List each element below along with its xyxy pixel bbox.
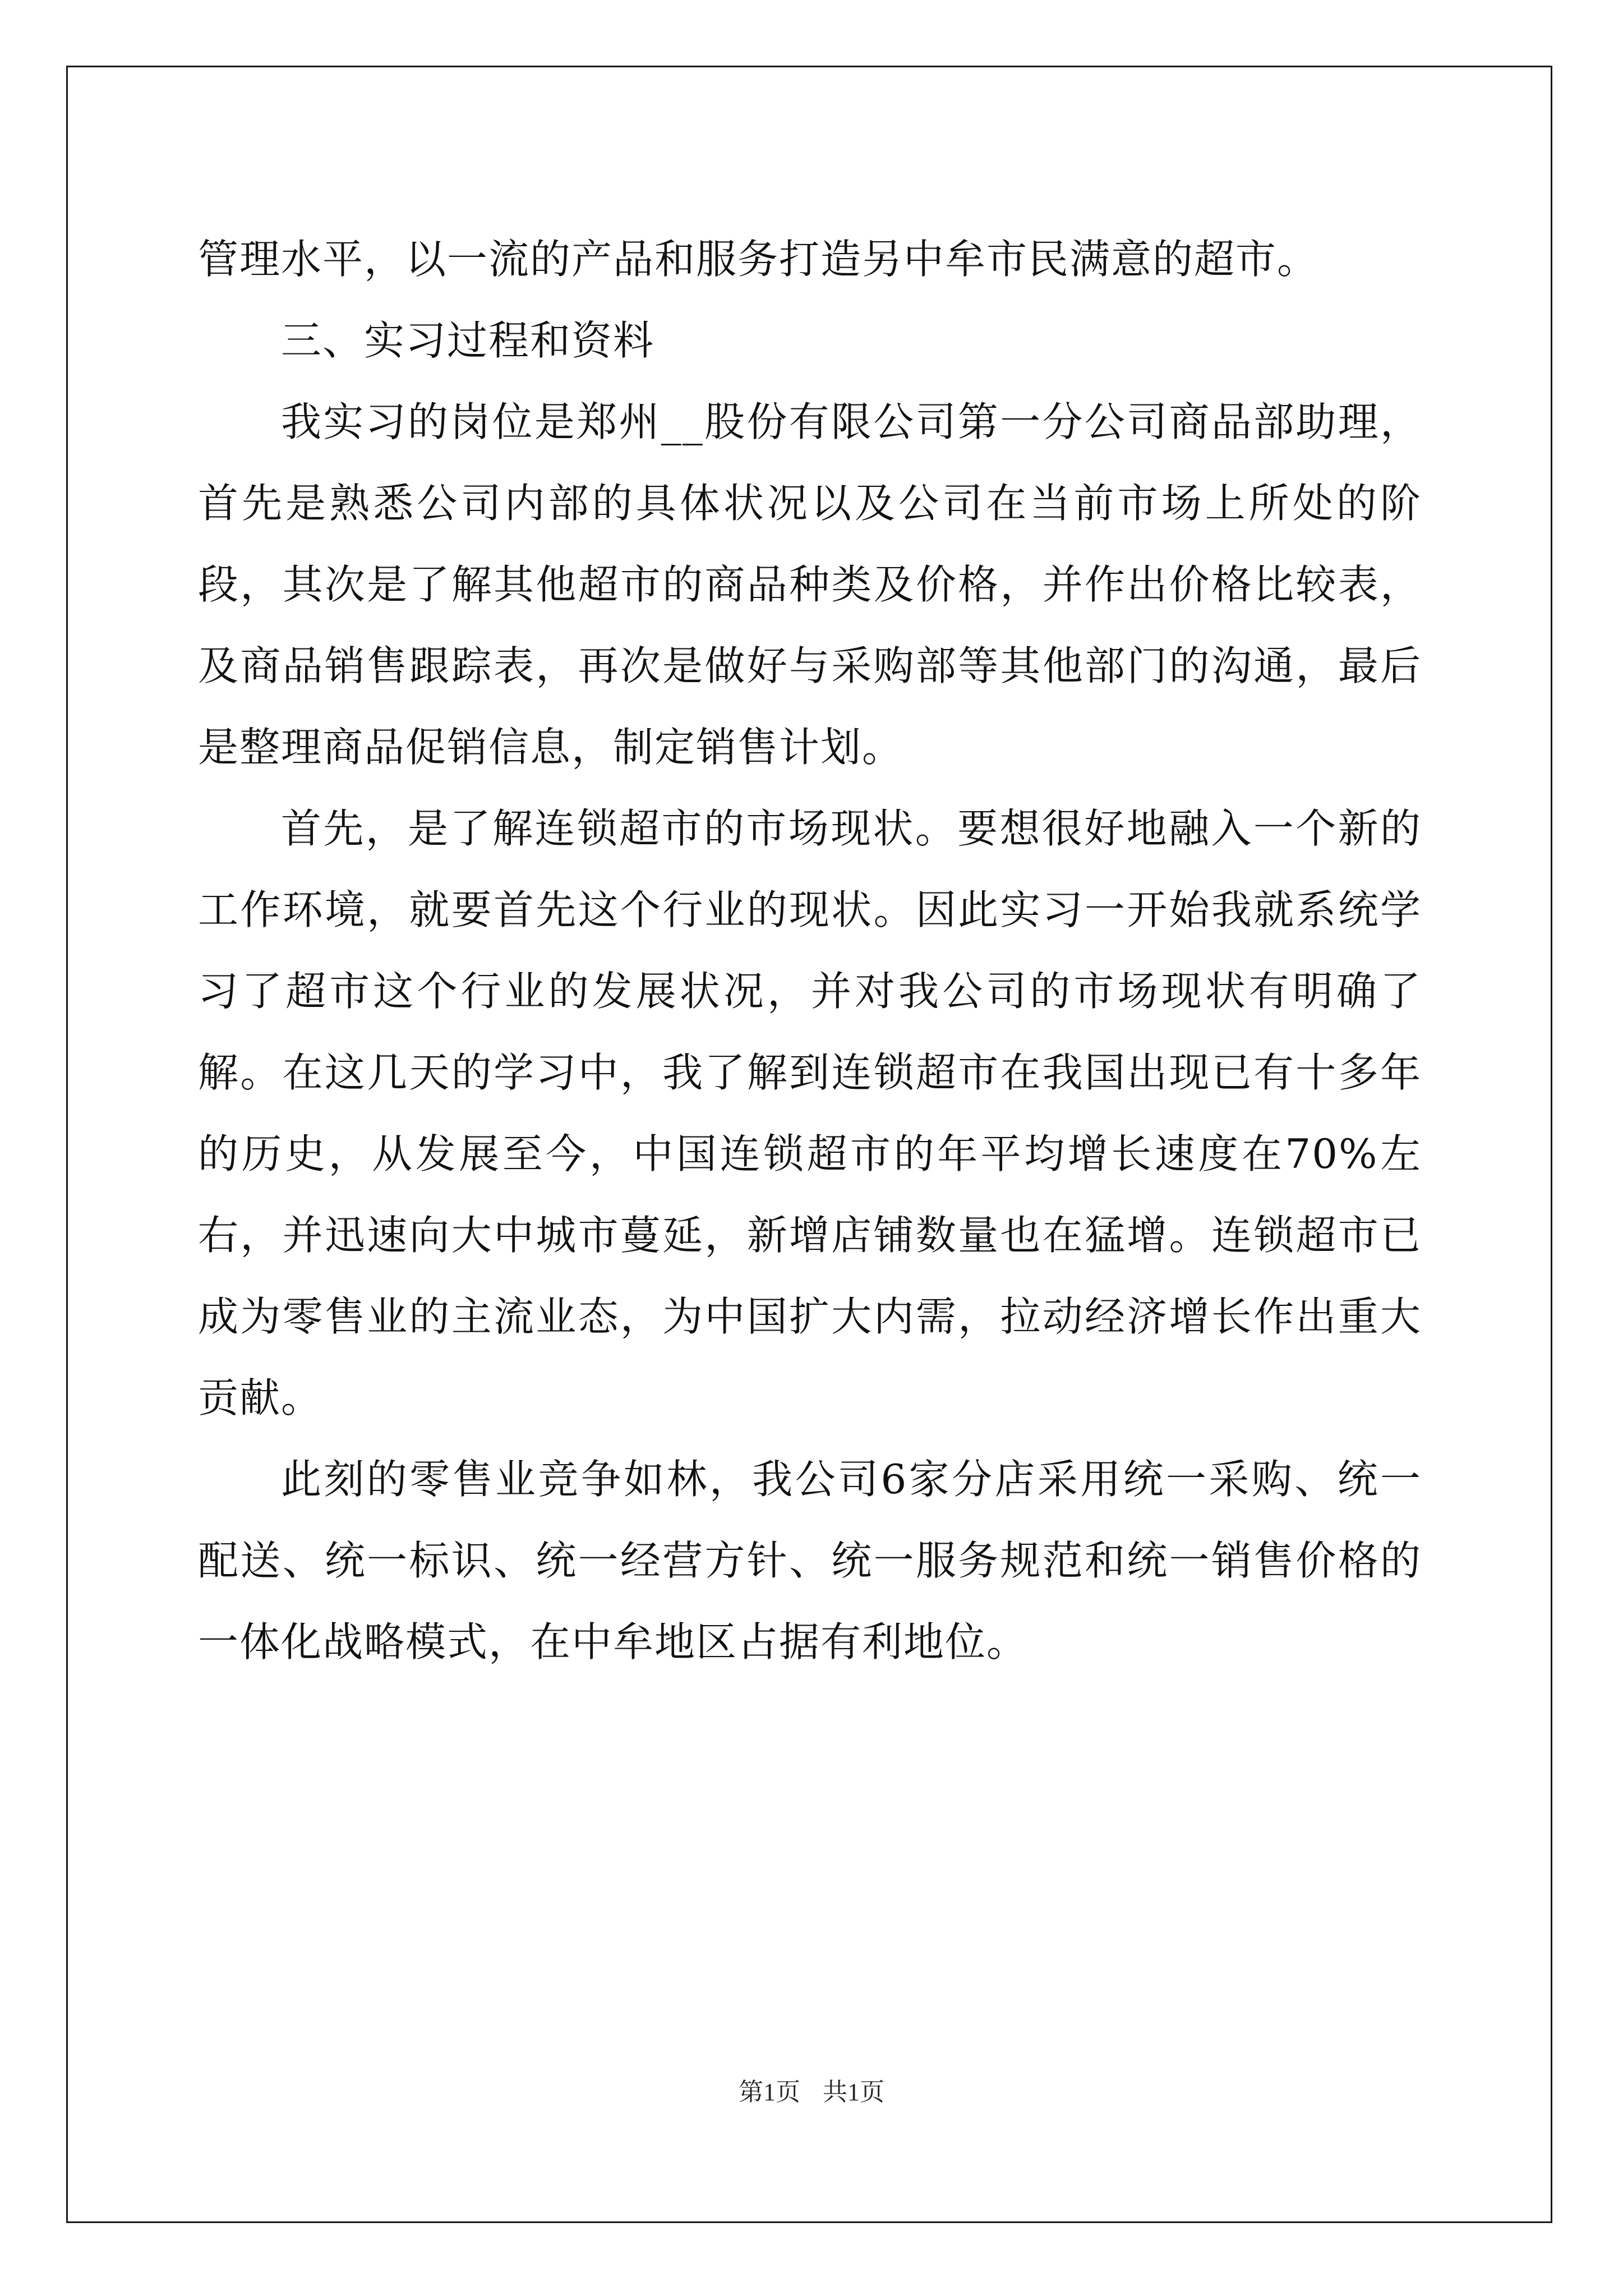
page-number-total: 共1页 <box>823 2078 884 2106</box>
page-number-current: 第1页 <box>739 2078 800 2106</box>
section-heading: 三、实习过程和资料 <box>281 317 655 364</box>
paragraph-internship-role: 我实习的岗位是郑州__股份有限公司第一分公司商品部助理，首先是熟悉公司内部的具体状况以及公司在当前市场上所处的阶段，其次是了解其他超市的商品种类及价格，并作出价格比较表，及商品销售跟踪表，再次是做好与采购部等其他部门的沟通，最后是整理商品促销信息，制定销售计划。 <box>198 398 1422 771</box>
paragraph-competition: 此刻的零售业竞争如林，我公司6家分店采用统一采购、统一配送、统一标识、统一经营方针、统一服务规范和统一销售价格的一体化战略模式，在中牟地区占据有利地位。 <box>198 1456 1422 1665</box>
paragraph-market-status: 首先，是了解连锁超市的市场现状。要想很好地融入一个新的工作环境，就要首先这个行业的现状。因此实习一开始我就系统学习了超市这个行业的发展状况，并对我公司的市场现状有明确了解。在这几天的学习中，我了解到连锁超市在我国出现已有十多年的历史，从发展至今，中国连锁超市的年平均增长速度在70%左右，并迅速向大中城市蔓延，新增店铺数量也在猛增。连锁超市已成为零售业的主流业态，为中国扩大内需，拉动经济增长作出重大贡献。 <box>198 805 1422 1421</box>
paragraph-continuation: 管理水平，以一流的产品和服务打造另中牟市民满意的超市。 <box>198 236 1319 283</box>
page-footer <box>0 2076 1623 2109</box>
document-body <box>198 219 1422 1683</box>
